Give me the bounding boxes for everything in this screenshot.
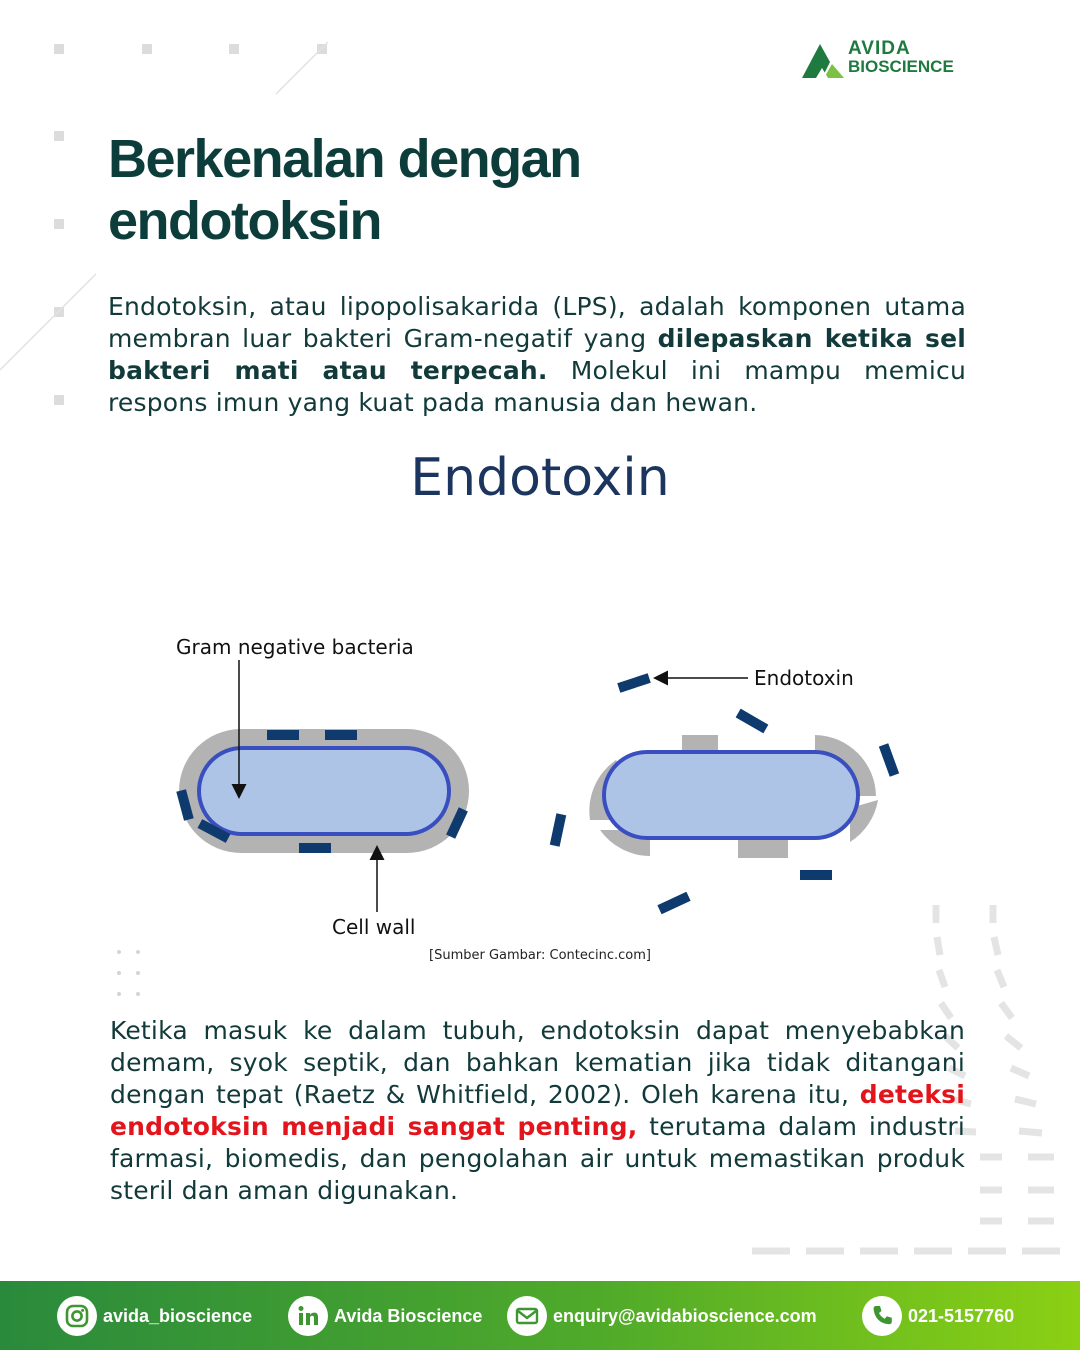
damaged-bacterium [550, 673, 899, 914]
email-link[interactable] [507, 1295, 817, 1337]
body-paragraph [110, 1015, 965, 1207]
email-icon [514, 1303, 540, 1329]
linkedin-name: Avida Bioscience [334, 1305, 483, 1326]
intro-text: Endotoksin, atau lipopolisakarida (LPS), adalah komponen utama membran luar bakteri Gram-negatif yang [108, 292, 966, 353]
figure-title: Endotoxin [410, 448, 670, 508]
intact-bacterium [176, 729, 469, 853]
endotoxin-diagram [160, 620, 920, 945]
email-address: enquiry@avidabioscience.com [553, 1305, 817, 1326]
intro-text-end: Molekul ini mampu memicu respons imun yang kuat pada manusia dan hewan. [108, 356, 967, 417]
phone-link[interactable] [862, 1295, 1014, 1337]
contact-footer [0, 1281, 1080, 1350]
brand-logo [800, 38, 1000, 82]
linkedin-link[interactable] [288, 1295, 482, 1337]
label-endotoxin: Endotoxin [754, 666, 854, 690]
page-title [108, 128, 908, 252]
linkedin-icon [295, 1303, 321, 1329]
title-line2: endotoksin [108, 191, 382, 251]
instagram-handle: avida_bioscience [103, 1305, 253, 1326]
instagram-icon [64, 1303, 90, 1329]
title-line1: Berkenalan dengan [108, 129, 581, 189]
label-gram-negative: Gram negative bacteria [176, 635, 414, 659]
phone-icon [869, 1303, 895, 1329]
intro-bold-text: dilepaskan ketika sel bakteri mati atau terpecah. [108, 324, 966, 385]
body-text: Ketika masuk ke dalam tubuh, endotoksin dapat menyebabkan demam, syok septik, dan bahkan kematian jika tidak ditangani dengan tepat (Raetz & Whitfield, 2002). Oleh karena itu, [110, 1016, 965, 1109]
label-cell-wall: Cell wall [332, 915, 416, 939]
brand-name-line1: AVIDA [848, 38, 911, 59]
body-highlight-text: deteksi endotoksin menjadi sangat penting, [110, 1080, 965, 1141]
instagram-link[interactable] [57, 1295, 252, 1337]
phone-number: 021-5157760 [908, 1305, 1015, 1326]
intro-paragraph [108, 291, 966, 419]
deco-square [54, 395, 64, 405]
body-text-end: terutama dalam industri farmasi, biomedis, dan pengolahan air untuk memastikan produk steril dan aman digunakan. [110, 1112, 965, 1205]
brand-name-line2: BIOSCIENCE [848, 57, 954, 76]
figure-caption: [Sumber Gambar: Contecinc.com] [429, 948, 651, 963]
avida-logo-icon [800, 40, 846, 80]
